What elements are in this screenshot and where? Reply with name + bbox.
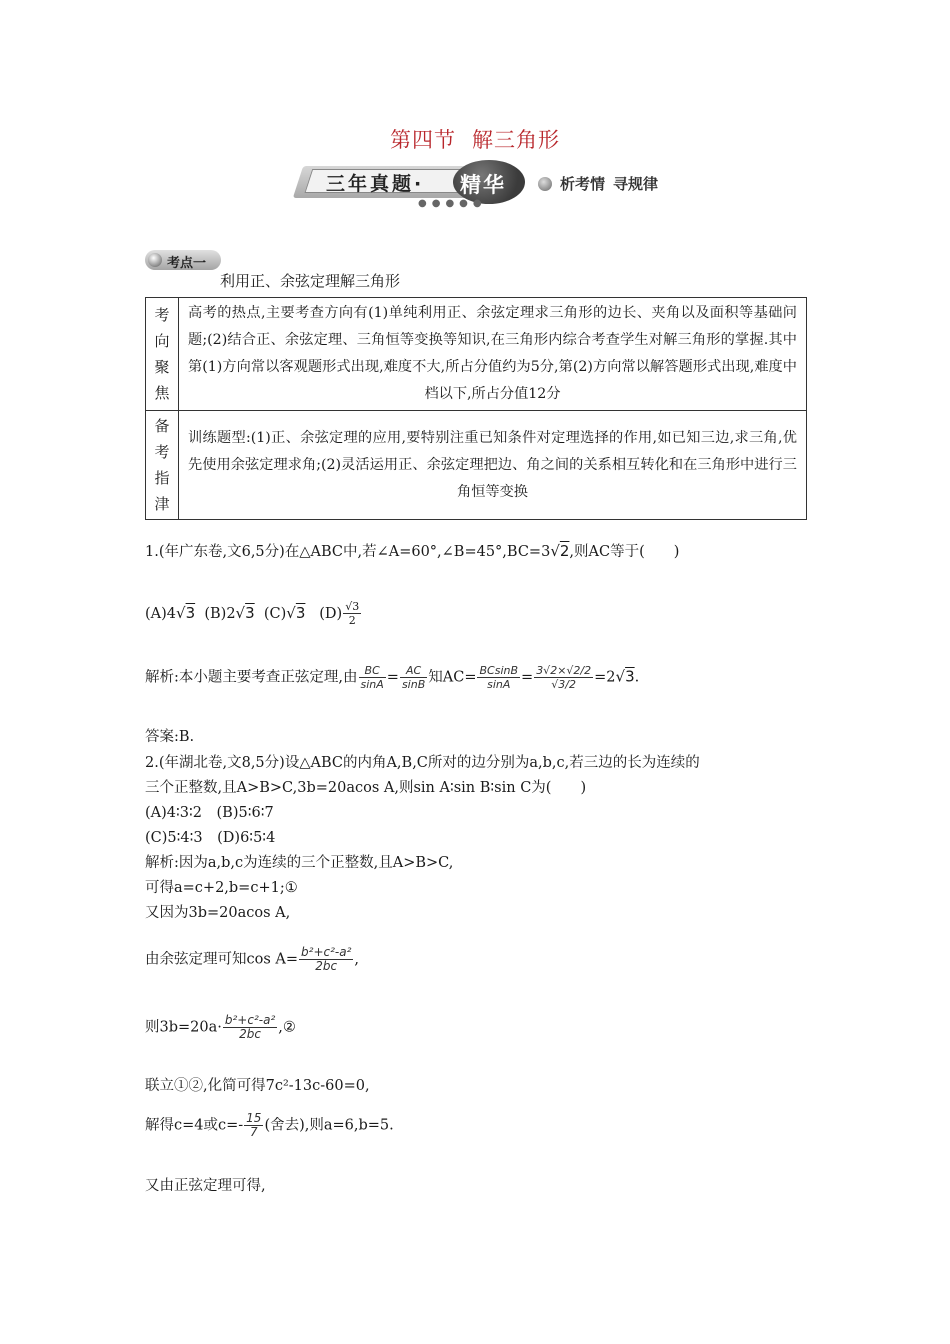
q1-option-a: (A)4√3 xyxy=(145,603,196,622)
q1-stem: 1.(年广东卷,文6,5分)在△ABC中,若∠A=60°,∠B=45°,BC=3√2,则AC等于( ) xyxy=(145,542,680,560)
focus-table xyxy=(145,297,807,520)
banner-dots: ●●●●● xyxy=(418,198,487,209)
banner-subtitle: 析考情 寻规律 xyxy=(560,175,659,193)
row-text-guide: 训练题型:(1)正、余弦定理的应用,要特别注重已知条件对定理选择的作用,如已知三边,求三角,优先使用余弦定理求角;(2)灵活运用正、余弦定理把边、角之间的关系相互转化和在三角形中进行三角恒等变换 xyxy=(179,411,807,520)
q2-solution-8: 又由正弦定理可得, xyxy=(145,1178,266,1194)
q2-stem-line1: 2.(年湖北卷,文8,5分)设△ABC的内角A,B,C所对的边分别为a,b,c,若三边的长为连续的 xyxy=(145,755,700,771)
banner xyxy=(298,160,678,209)
kaodian-badge: 考点一 xyxy=(145,250,221,270)
section-number: 第四节 xyxy=(390,128,456,152)
q2-stem-line2: 三个正整数,且A>B>C,3b=20acos A,则sin A∶sin B∶sin C为( ) xyxy=(145,780,587,796)
q1-option-d: (D) $\frac{√3}{2}$ xyxy=(319,600,360,627)
q1-solution: 解析:本小题主要考查正弦定理,由 $\frac{BC}{\sin A}$ = $\frac{AC}{\sin B}$ 知AC= $\frac{BCsinB}{\sin A}$ = $\frac{3√2\times√2/2}{√3/2}$ =2√3. xyxy=(145,664,640,691)
q2-options-cd: (C)5∶4∶3 (D)6∶5∶4 xyxy=(145,830,276,846)
banner-knob-icon xyxy=(538,177,552,191)
q2-solution-6: 联立①②,化简可得7c²-13c-60=0, xyxy=(145,1078,370,1094)
q2-solution-1: 解析:因为a,b,c为连续的三个正整数,且A>B>C, xyxy=(145,855,454,871)
q2-solution-4: 由余弦定理可知cos A= $\frac{\text{b²+c²-a²}}{2bc}$ , xyxy=(145,945,360,973)
q2-solution-2: 可得a=c+2,b=c+1;① xyxy=(145,880,298,896)
badge-ball-icon xyxy=(148,253,162,267)
q1-answer: 答案:B. xyxy=(145,729,195,745)
q1-option-c: (C)√3 xyxy=(263,603,306,622)
q2-solution-3: 又因为3b=20acos A, xyxy=(145,905,291,921)
topic-heading: 利用正、余弦定理解三角形 xyxy=(220,272,401,290)
q1-options xyxy=(145,600,362,627)
banner-label: 三年真题· xyxy=(326,173,425,195)
row-text-focus: 高考的热点,主要考查方向有(1)单纯利用正、余弦定理求三角形的边长、夹角以及面积等基础问题;(2)结合正、余弦定理、三角恒等变换等知识,在三角形内综合考查学生对解三角形的掌握.其中第(1)方向常以客观题形式出现,难度不大,所占分值约为5分,第(2)方向常以解答题形式出现,难度中档以下,所占分值12分 xyxy=(179,298,807,411)
banner-circle-text: 精华 xyxy=(460,173,506,197)
row-head-focus: 考 向 聚 焦 xyxy=(146,298,179,411)
table-row xyxy=(146,298,807,411)
section-title: 解三角形 xyxy=(472,128,560,152)
q2-solution-5: 则3b=20a· $\frac{\text{b²+c²-a²}}{2bc}$ ,② xyxy=(145,1013,296,1041)
q2-options-ab: (A)4∶3∶2 (B)5∶6∶7 xyxy=(145,805,274,821)
table-row xyxy=(146,411,807,520)
page-title xyxy=(0,124,950,154)
row-head-guide: 备 考 指 津 xyxy=(146,411,179,520)
q2-solution-7: 解得c=4或c=- $\frac{15}{7}$ (舍去),则a=6,b=5. xyxy=(145,1111,394,1139)
q1-option-b: (B)2√3 xyxy=(204,603,255,622)
